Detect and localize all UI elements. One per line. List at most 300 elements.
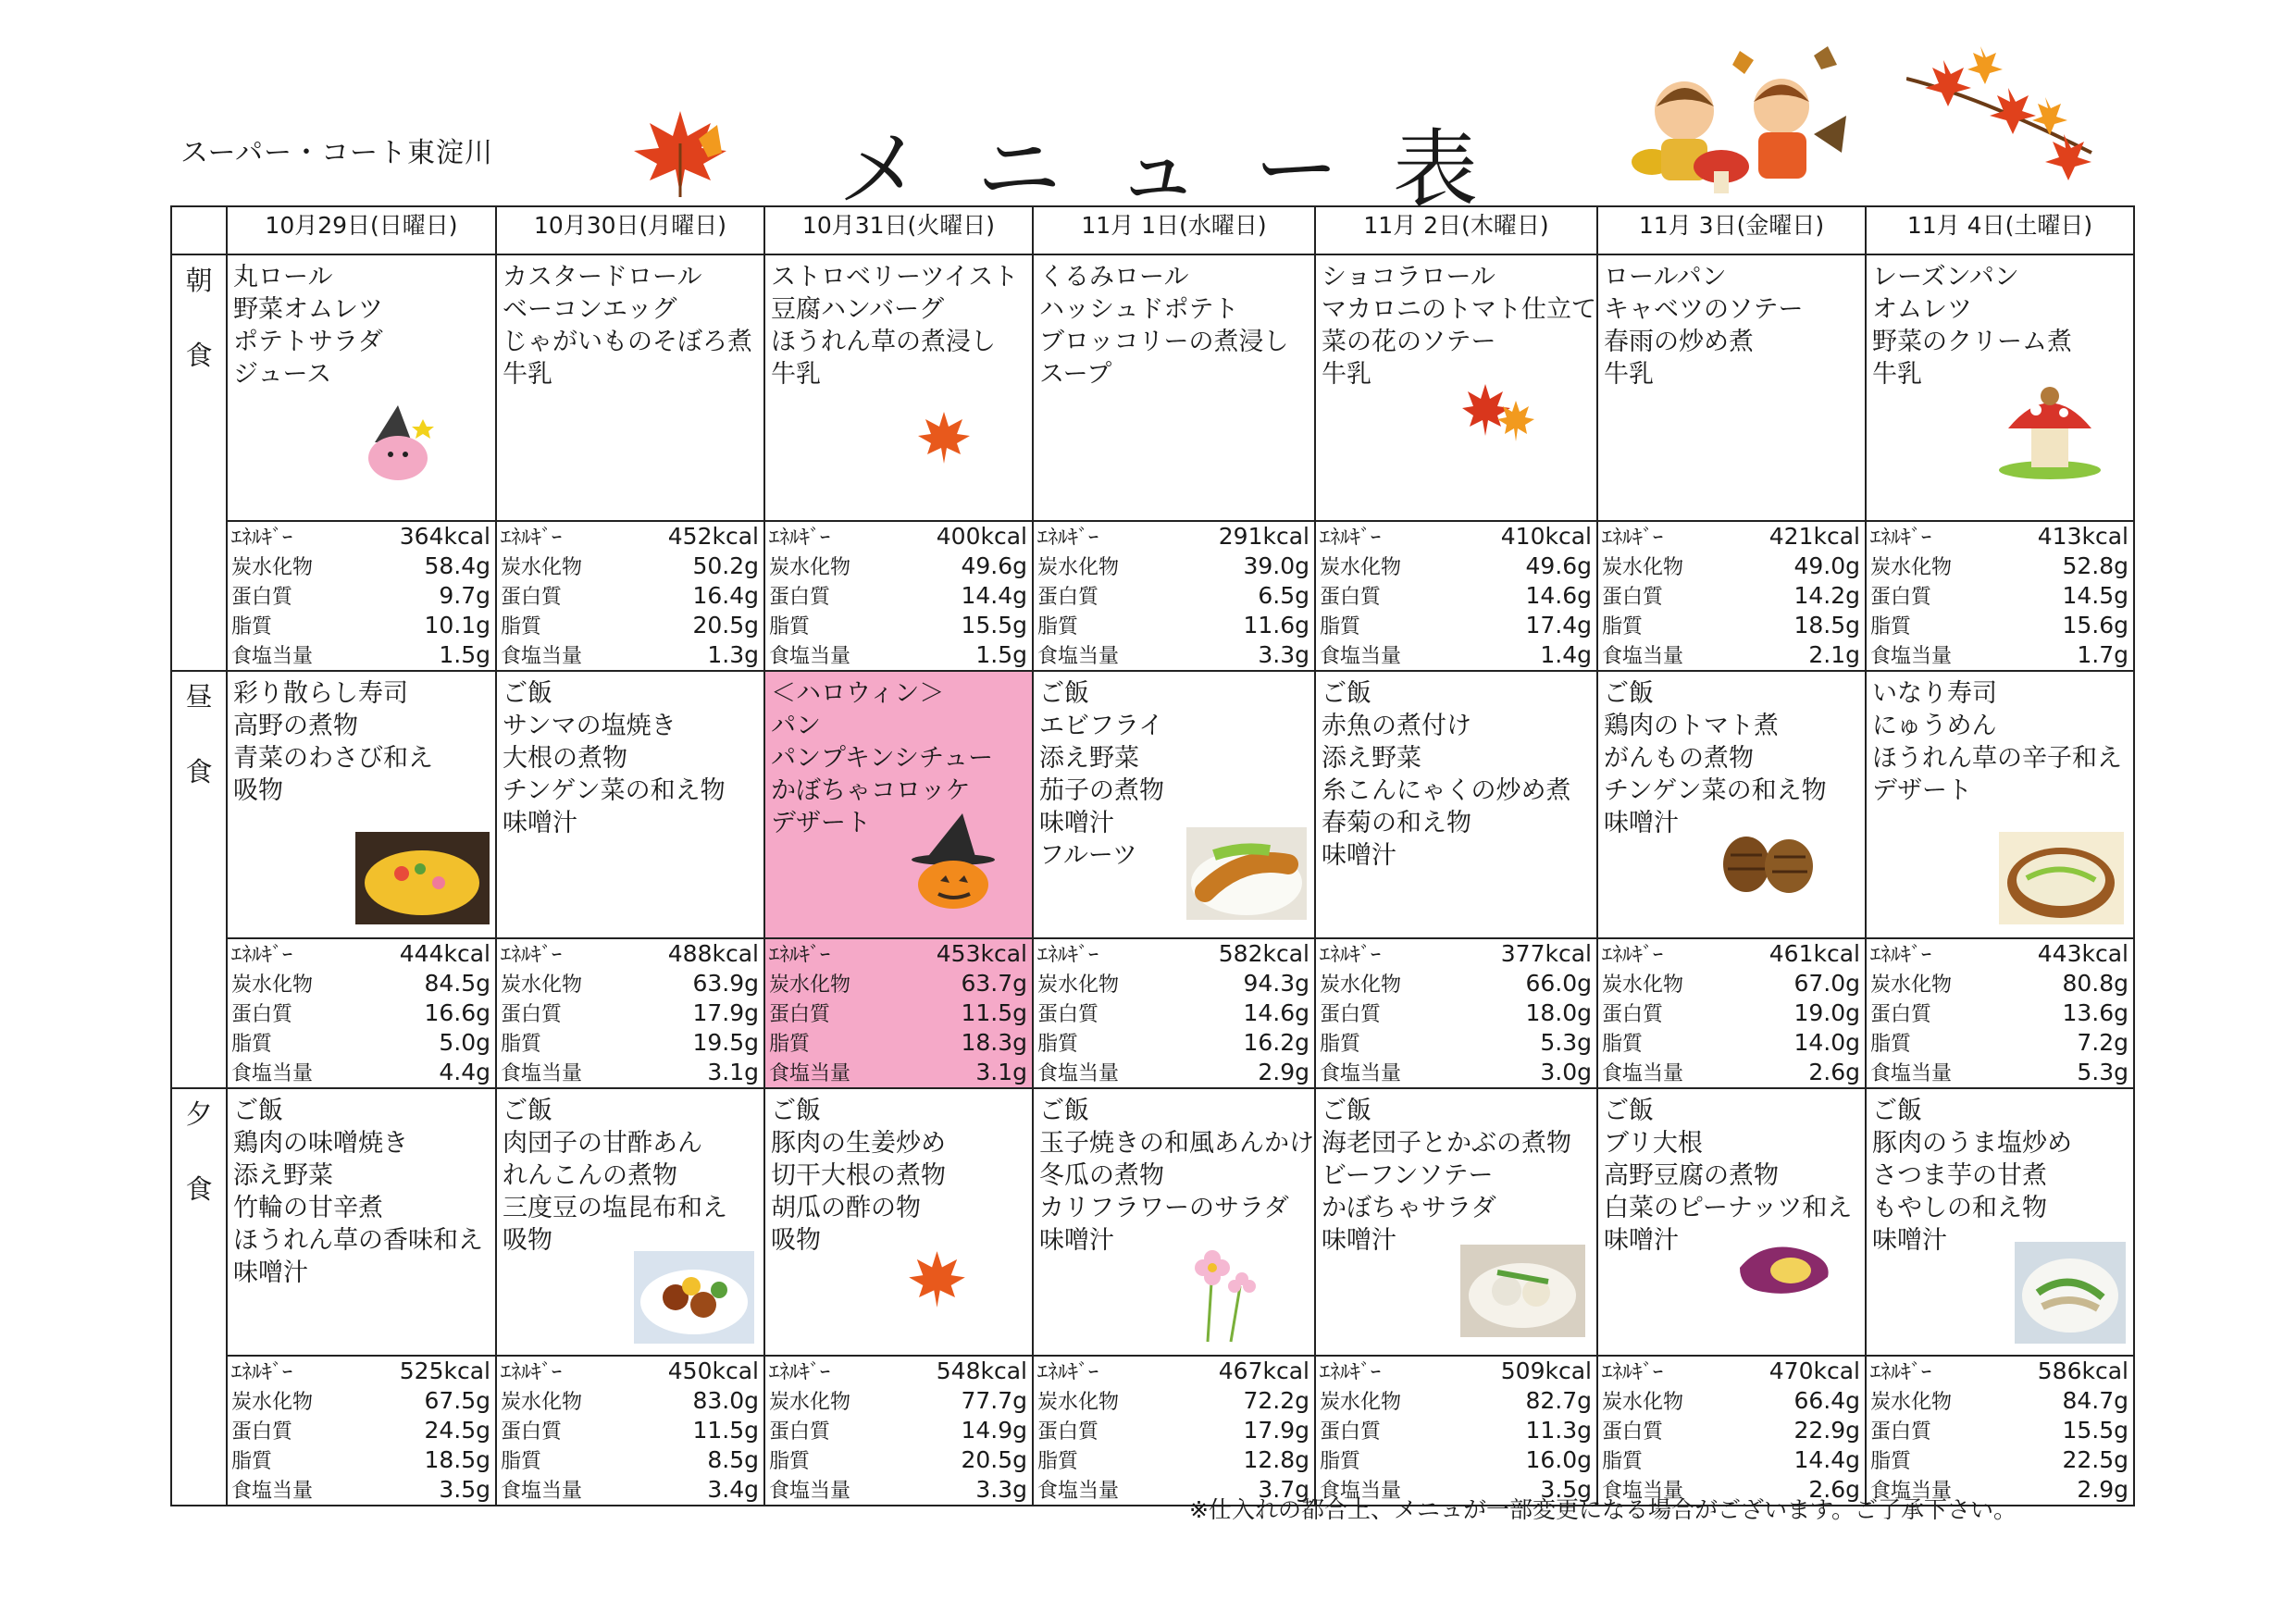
day-header: 10月30日(月曜日) <box>496 206 764 254</box>
nutrition-energy-row <box>497 1357 763 1386</box>
nutrition-protein-row <box>228 998 495 1028</box>
dish-item: 添え野菜 <box>233 1161 333 1190</box>
dish-item: 牛乳 <box>1872 360 1922 389</box>
nutrition-value: 14.6g <box>1525 582 1592 609</box>
nutrition-cell <box>227 938 496 1088</box>
nutrition-label: 蛋白質 <box>1037 1420 1099 1444</box>
nutrition-value: 67.0g <box>1793 970 1860 997</box>
nutrition-label: 食塩当量 <box>1037 1480 1120 1503</box>
dish-item: じゃがいものそぼろ煮 <box>503 328 752 356</box>
nutrition-value: 14.5g <box>2062 582 2128 609</box>
nutrition-fat-row <box>765 1028 1032 1058</box>
nutrition-energy-row <box>1034 939 1314 969</box>
nutrition-label: 食塩当量 <box>1037 1062 1120 1085</box>
nutrition-protein-row <box>1316 1416 1596 1445</box>
nutrition-value: 1.5g <box>975 641 1027 668</box>
dish-item: フルーツ <box>1039 841 1137 870</box>
nutrition-cell <box>1315 521 1597 671</box>
dish-item: にゅうめん <box>1872 712 1997 740</box>
nutrition-cell <box>1866 521 2134 671</box>
dish-item: 味噌汁 <box>1604 809 1679 837</box>
nutrition-fat-row <box>1598 611 1865 640</box>
nutrition-salt-row <box>1316 640 1596 670</box>
nutrition-cell <box>1315 1356 1597 1506</box>
dish-item: 吸物 <box>233 776 283 805</box>
meal-label-char: 食 <box>185 340 213 372</box>
nutrition-value: 2.6g <box>1808 1476 1860 1503</box>
nutrition-salt-row <box>228 1058 495 1087</box>
nutrition-energy-row <box>1034 522 1314 552</box>
nutrition-label: 食塩当量 <box>231 1480 314 1503</box>
nutrition-label: 炭水化物 <box>1320 1391 1402 1414</box>
nutrition-label: 炭水化物 <box>1602 973 1684 997</box>
dish-item: もやしの和え物 <box>1872 1194 2047 1222</box>
day-header-row <box>171 206 2134 254</box>
nutrition-label: 脂質 <box>769 1450 811 1473</box>
nutrition-label: 炭水化物 <box>1037 973 1120 997</box>
nutrition-label: 蛋白質 <box>769 1003 831 1026</box>
nutrition-label: 脂質 <box>501 1033 542 1056</box>
meatball-dish-photo <box>634 1251 754 1347</box>
nutrition-value: 82.7g <box>1525 1387 1592 1414</box>
nutrition-value: 14.0g <box>1793 1029 1860 1056</box>
dish-item: レーズンパン <box>1872 263 2019 291</box>
nutrition-label: 食塩当量 <box>1870 1480 1953 1503</box>
meal-label <box>171 1088 227 1506</box>
nutrition-fat-row <box>497 1445 763 1475</box>
menu-cell <box>496 671 764 938</box>
nutrition-label: 脂質 <box>1870 615 1912 638</box>
nutrition-label: 蛋白質 <box>1602 1420 1664 1444</box>
nutrition-label: ｴﾈﾙｷﾞｰ <box>501 527 563 550</box>
dish-item: ご飯 <box>503 679 552 708</box>
dish-list <box>1034 1089 1314 1257</box>
nutrition-value: 11.5g <box>692 1417 759 1444</box>
dish-item: 牛乳 <box>1322 360 1371 389</box>
nutrition-energy-row <box>765 1357 1032 1386</box>
menu-cell <box>1597 254 1866 521</box>
nutrition-cell <box>1033 938 1315 1088</box>
nutrition-cell <box>764 1356 1033 1506</box>
nutrition-value: 18.3g <box>961 1029 1027 1056</box>
dish-item: 添え野菜 <box>1039 744 1139 773</box>
nutrition-salt-row <box>1034 1058 1314 1087</box>
nutrition-value: 66.4g <box>1793 1387 1860 1414</box>
nutrition-value: 1.5g <box>439 641 490 668</box>
nutrition-value: 2.9g <box>1258 1059 1309 1085</box>
nutrition-value: 18.0g <box>1525 999 1592 1026</box>
dish-item: 味噌汁 <box>503 809 577 837</box>
dish-list <box>1598 1089 1865 1257</box>
dish-item: デザート <box>1872 776 1972 805</box>
dish-list <box>497 1089 763 1257</box>
nutrition-fat-row <box>497 611 763 640</box>
dish-item: ご飯 <box>1039 1097 1089 1125</box>
nutrition-value: 14.6g <box>1243 999 1309 1026</box>
dish-item: チンゲン菜の和え物 <box>1604 776 1827 805</box>
nutrition-protein-row <box>1034 581 1314 611</box>
nutrition-label: 蛋白質 <box>1320 586 1382 609</box>
nutrition-label: 炭水化物 <box>1870 556 1953 579</box>
nutrition-salt-row <box>497 640 763 670</box>
nutrition-value: 14.4g <box>1793 1446 1860 1473</box>
nutrition-energy-row <box>765 939 1032 969</box>
dish-list <box>1867 672 2133 807</box>
nutrition-label: 蛋白質 <box>501 1420 563 1444</box>
nutrition-cell <box>496 521 764 671</box>
nutrition-label: 脂質 <box>1602 1450 1644 1473</box>
nutrition-protein-row <box>1598 581 1865 611</box>
nutrition-value: 17.9g <box>1243 1417 1309 1444</box>
menu-cell <box>1033 1088 1315 1356</box>
nutrition-value: 39.0g <box>1243 552 1309 579</box>
nutrition-value: 20.5g <box>961 1446 1027 1473</box>
dish-item: チンゲン菜の和え物 <box>503 776 726 805</box>
corner-cell <box>171 206 227 254</box>
dish-item: 鶏肉の味噌焼き <box>233 1129 408 1158</box>
menu-cell <box>1597 1088 1866 1356</box>
nutrition-value: 7.2g <box>2077 1029 2128 1056</box>
nutrition-energy-row <box>1034 1357 1314 1386</box>
nutrition-fat-row <box>228 1028 495 1058</box>
nutrition-value: 548kcal <box>936 1357 1027 1384</box>
nutrition-value: 5.0g <box>439 1029 490 1056</box>
nutrition-label: 食塩当量 <box>1602 645 1684 668</box>
dish-list <box>228 672 495 807</box>
dish-item: 野菜オムレツ <box>233 295 383 324</box>
nutrition-label: ｴﾈﾙｷﾞｰ <box>1320 1361 1382 1384</box>
nutrition-value: 24.5g <box>424 1417 490 1444</box>
nutrition-value: 22.9g <box>1793 1417 1860 1444</box>
nutrition-carbs-row <box>1034 1386 1314 1416</box>
nutrition-fat-row <box>765 1445 1032 1475</box>
dish-item: 牛乳 <box>771 360 821 389</box>
nutrition-value: 421kcal <box>1769 523 1860 550</box>
menu-cell <box>227 254 496 521</box>
nutrition-value: 83.0g <box>692 1387 759 1414</box>
nutrition-label: 炭水化物 <box>1037 556 1120 579</box>
nutrition-carbs-row <box>1316 969 1596 998</box>
nutrition-cell <box>1597 1356 1866 1506</box>
cosmos-flower-icon <box>1185 1231 1268 1350</box>
nutrition-value: 443kcal <box>2037 940 2128 967</box>
nutrition-energy-row <box>1598 939 1865 969</box>
nutrition-label: 蛋白質 <box>1320 1420 1382 1444</box>
nutrition-value: 58.4g <box>424 552 490 579</box>
nutrition-value: 2.9g <box>2077 1476 2128 1503</box>
meal-label-char: 昼 <box>185 681 213 713</box>
dish-list <box>1316 255 1596 391</box>
nutrition-value: 18.5g <box>424 1446 490 1473</box>
footer-note: ※仕入れの都合上、メニュが一部変更になる場合がございます。ご了承下さい。 <box>1189 1496 2017 1523</box>
nutrition-value: 15.5g <box>2062 1417 2128 1444</box>
dinner-nutrition-row <box>171 1356 2134 1506</box>
nutrition-salt-row <box>1316 1058 1596 1087</box>
nutrition-energy-row <box>228 1357 495 1386</box>
nutrition-label: 炭水化物 <box>1870 1391 1953 1414</box>
nutrition-label: 蛋白質 <box>231 1003 293 1026</box>
nutrition-value: 14.9g <box>961 1417 1027 1444</box>
nutrition-label: 蛋白質 <box>769 1420 831 1444</box>
meal-label-char: 食 <box>185 756 213 788</box>
nutrition-cell <box>227 521 496 671</box>
nutrition-label: 脂質 <box>231 1450 273 1473</box>
nutrition-value: 525kcal <box>399 1357 490 1384</box>
maple-branch-illustration <box>1906 42 2101 199</box>
nutrition-label: 食塩当量 <box>1037 645 1120 668</box>
nutrition-value: 452kcal <box>667 523 759 550</box>
nutrition-label: ｴﾈﾙｷﾞｰ <box>1870 1361 1932 1384</box>
dish-item: ほうれん草の辛子和え <box>1872 744 2122 773</box>
nutrition-label: ｴﾈﾙｷﾞｰ <box>769 527 831 550</box>
nutrition-label: 脂質 <box>231 615 273 638</box>
nutrition-label: ｴﾈﾙｷﾞｰ <box>1037 527 1099 550</box>
nutrition-protein-row <box>1034 1416 1314 1445</box>
dish-item: 味噌汁 <box>1322 1226 1396 1255</box>
nutrition-value: 94.3g <box>1243 970 1309 997</box>
nutrition-label: ｴﾈﾙｷﾞｰ <box>1320 527 1382 550</box>
dish-item: 豚肉の生姜炒め <box>771 1129 946 1158</box>
nutrition-value: 14.4g <box>961 582 1027 609</box>
nutrition-label: 食塩当量 <box>1320 1480 1402 1503</box>
dish-item: かぼちゃサラダ <box>1322 1194 1496 1222</box>
dish-item: ジュース <box>233 360 332 389</box>
nutrition-carbs-row <box>1867 969 2133 998</box>
breakfast-dishes-row <box>171 254 2134 521</box>
nutrition-fat-row <box>1867 611 2133 640</box>
nutrition-value: 3.7g <box>1258 1476 1309 1503</box>
nutrition-cell <box>764 521 1033 671</box>
dish-item: ご飯 <box>233 1097 283 1125</box>
dish-item: 味噌汁 <box>233 1258 308 1287</box>
nutrition-label: 脂質 <box>1870 1450 1912 1473</box>
nutrition-label: ｴﾈﾙｷﾞｰ <box>231 527 293 550</box>
maple-leaf-icon <box>629 106 731 199</box>
nutrition-label: ｴﾈﾙｷﾞｰ <box>769 1361 831 1384</box>
nutrition-salt-row <box>765 1475 1032 1505</box>
dish-item: 野菜のクリーム煮 <box>1872 328 2072 356</box>
dish-item: 吸物 <box>503 1226 552 1255</box>
dish-item: 牛乳 <box>503 360 552 389</box>
halloween-pumpkin-icon <box>898 809 999 914</box>
nutrition-salt-row <box>1598 1058 1865 1087</box>
dish-list <box>497 672 763 839</box>
nutrition-value: 3.4g <box>707 1476 759 1503</box>
nutrition-value: 364kcal <box>399 523 490 550</box>
menu-cell <box>1315 254 1597 521</box>
fried-shrimp-photo <box>1186 827 1307 924</box>
meal-label <box>171 254 227 671</box>
maple-leaf-icon <box>916 410 972 469</box>
nutrition-protein-row <box>1867 998 2133 1028</box>
dish-list <box>765 255 1032 391</box>
nutrition-value: 16.6g <box>424 999 490 1026</box>
nutrition-label: 蛋白質 <box>1037 1003 1099 1026</box>
nutrition-carbs-row <box>1598 1386 1865 1416</box>
dish-item: いなり寿司 <box>1872 679 1997 708</box>
nutrition-salt-row <box>228 640 495 670</box>
menu-cell <box>496 1088 764 1356</box>
nutrition-cell <box>1866 938 2134 1088</box>
dish-item: 高野豆腐の煮物 <box>1604 1161 1779 1190</box>
dish-list <box>497 255 763 391</box>
dish-item: 胡瓜の酢の物 <box>771 1194 921 1222</box>
dish-item: 味噌汁 <box>1322 841 1396 870</box>
nutrition-label: ｴﾈﾙｷﾞｰ <box>1037 1361 1099 1384</box>
nutrition-label: 脂質 <box>1870 1033 1912 1056</box>
menu-cell <box>764 254 1033 521</box>
nutrition-label: 食塩当量 <box>231 1062 314 1085</box>
nutrition-value: 509kcal <box>1500 1357 1592 1384</box>
dish-item: さつま芋の甘煮 <box>1872 1161 2047 1190</box>
dish-list <box>228 255 495 391</box>
nutrition-label: 炭水化物 <box>231 556 314 579</box>
dish-item: 春菊の和え物 <box>1322 809 1471 837</box>
nutrition-label: 脂質 <box>1037 615 1079 638</box>
nyumen-soup-photo <box>1999 832 2124 928</box>
nutrition-value: 72.2g <box>1243 1387 1309 1414</box>
day-header: 11月 4日(土曜日) <box>1866 206 2134 254</box>
nutrition-label: ｴﾈﾙｷﾞｰ <box>769 944 831 967</box>
meal-label-char: 食 <box>185 1173 213 1206</box>
nutrition-label: ｴﾈﾙｷﾞｰ <box>1870 944 1932 967</box>
nutrition-fat-row <box>1034 611 1314 640</box>
dish-item: ＜ハロウィン＞ <box>771 679 945 708</box>
nutrition-energy-row <box>228 522 495 552</box>
nutrition-salt-row <box>497 1475 763 1505</box>
nutrition-value: 1.4g <box>1540 641 1592 668</box>
nutrition-carbs-row <box>1867 552 2133 581</box>
nutrition-value: 11.6g <box>1243 612 1309 638</box>
nutrition-value: 461kcal <box>1769 940 1860 967</box>
nutrition-value: 291kcal <box>1218 523 1309 550</box>
dish-item: 味噌汁 <box>1872 1226 1947 1255</box>
nutrition-label: 炭水化物 <box>231 1391 314 1414</box>
nutrition-protein-row <box>497 998 763 1028</box>
chirashi-sushi-photo <box>355 832 490 928</box>
nutrition-value: 470kcal <box>1769 1357 1860 1384</box>
nutrition-value: 3.1g <box>707 1059 759 1085</box>
nutrition-carbs-row <box>765 1386 1032 1416</box>
day-header: 11月 3日(金曜日) <box>1597 206 1866 254</box>
dish-item: 赤魚の煮付け <box>1322 712 1471 740</box>
nutrition-cell <box>1866 1356 2134 1506</box>
day-header: 10月29日(日曜日) <box>227 206 496 254</box>
nutrition-label: 炭水化物 <box>1037 1391 1120 1414</box>
nutrition-fat-row <box>1034 1445 1314 1475</box>
page-title: メニュー表 <box>838 120 1533 219</box>
nutrition-value: 467kcal <box>1218 1357 1309 1384</box>
dish-item: かぼちゃコロッケ <box>771 776 971 805</box>
nutrition-label: 蛋白質 <box>769 586 831 609</box>
nutrition-energy-row <box>1867 939 2133 969</box>
nutrition-label: 蛋白質 <box>1037 586 1099 609</box>
maple-leaves-icon <box>1462 382 1536 451</box>
dish-item: 冬瓜の煮物 <box>1039 1161 1164 1190</box>
nutrition-protein-row <box>1867 581 2133 611</box>
nutrition-label: 食塩当量 <box>1870 645 1953 668</box>
dish-item: 海老団子とかぶの煮物 <box>1322 1129 1571 1158</box>
dish-item: 肉団子の甘酢あん <box>503 1129 702 1158</box>
dish-item: 彩り散らし寿司 <box>233 679 408 708</box>
nutrition-fat-row <box>1867 1445 2133 1475</box>
menu-table <box>170 205 2135 1506</box>
nutrition-protein-row <box>497 1416 763 1445</box>
nutrition-label: ｴﾈﾙｷﾞｰ <box>1602 527 1664 550</box>
dish-item: ハッシュドポテト <box>1039 295 1239 324</box>
dish-item: ポテトサラダ <box>233 328 383 356</box>
nutrition-value: 67.5g <box>424 1387 490 1414</box>
nutrition-value: 49.6g <box>1525 552 1592 579</box>
menu-cell <box>764 671 1033 938</box>
nutrition-protein-row <box>765 998 1032 1028</box>
nutrition-label: 脂質 <box>1320 1033 1361 1056</box>
nutrition-carbs-row <box>228 1386 495 1416</box>
nutrition-energy-row <box>228 939 495 969</box>
dish-item: エビフライ <box>1039 712 1164 740</box>
dish-item: ご飯 <box>1322 679 1371 708</box>
dish-list <box>1867 255 2133 391</box>
nutrition-label: 蛋白質 <box>1870 1420 1932 1444</box>
nutrition-value: 16.4g <box>692 582 759 609</box>
nutrition-value: 3.0g <box>1540 1059 1592 1085</box>
nutrition-label: 食塩当量 <box>1320 645 1402 668</box>
day-header: 11月 1日(水曜日) <box>1033 206 1315 254</box>
nutrition-value: 14.2g <box>1793 582 1860 609</box>
nutrition-label: 炭水化物 <box>769 1391 851 1414</box>
nutrition-value: 450kcal <box>667 1357 759 1384</box>
dish-item: パン <box>771 712 821 740</box>
dish-list <box>1316 672 1596 872</box>
dish-item: ご飯 <box>503 1097 552 1125</box>
dish-item: ブリ大根 <box>1604 1129 1703 1158</box>
dish-item: パンプキンシチュー <box>771 744 994 773</box>
dish-item: ご飯 <box>1872 1097 1922 1125</box>
nutrition-carbs-row <box>1867 1386 2133 1416</box>
dish-list <box>1598 672 1865 839</box>
nutrition-label: 食塩当量 <box>769 1480 851 1503</box>
nutrition-value: 413kcal <box>2037 523 2128 550</box>
nutrition-carbs-row <box>1598 552 1865 581</box>
menu-cell <box>227 1088 496 1356</box>
dish-item: 春雨の炒め煮 <box>1604 328 1754 356</box>
dish-item: 吸物 <box>771 1226 821 1255</box>
nutrition-value: 84.5g <box>424 970 490 997</box>
nutrition-value: 1.3g <box>707 641 759 668</box>
nutrition-value: 488kcal <box>667 940 759 967</box>
dish-item: ブロッコリーの煮浸し <box>1039 328 1289 356</box>
dish-item: 三度豆の塩昆布和え <box>503 1194 727 1222</box>
mushroom-house-illustration <box>1994 378 2105 483</box>
nutrition-value: 444kcal <box>399 940 490 967</box>
nutrition-fat-row <box>1316 1445 1596 1475</box>
nutrition-label: 蛋白質 <box>501 586 563 609</box>
dish-item: 白菜のピーナッツ和え <box>1604 1194 1853 1222</box>
dish-item: 味噌汁 <box>1039 809 1114 837</box>
dish-item: ご飯 <box>1039 679 1089 708</box>
nutrition-salt-row <box>228 1475 495 1505</box>
nutrition-label: 炭水化物 <box>501 1391 583 1414</box>
nutrition-cell <box>1597 521 1866 671</box>
nutrition-carbs-row <box>765 552 1032 581</box>
sweet-potato-icon <box>1735 1235 1837 1304</box>
nutrition-protein-row <box>1316 581 1596 611</box>
nutrition-energy-row <box>1598 1357 1865 1386</box>
nutrition-value: 3.3g <box>1258 641 1309 668</box>
nutrition-label: 蛋白質 <box>1320 1003 1382 1026</box>
nutrition-cell <box>496 938 764 1088</box>
nutrition-label: 脂質 <box>1320 1450 1361 1473</box>
